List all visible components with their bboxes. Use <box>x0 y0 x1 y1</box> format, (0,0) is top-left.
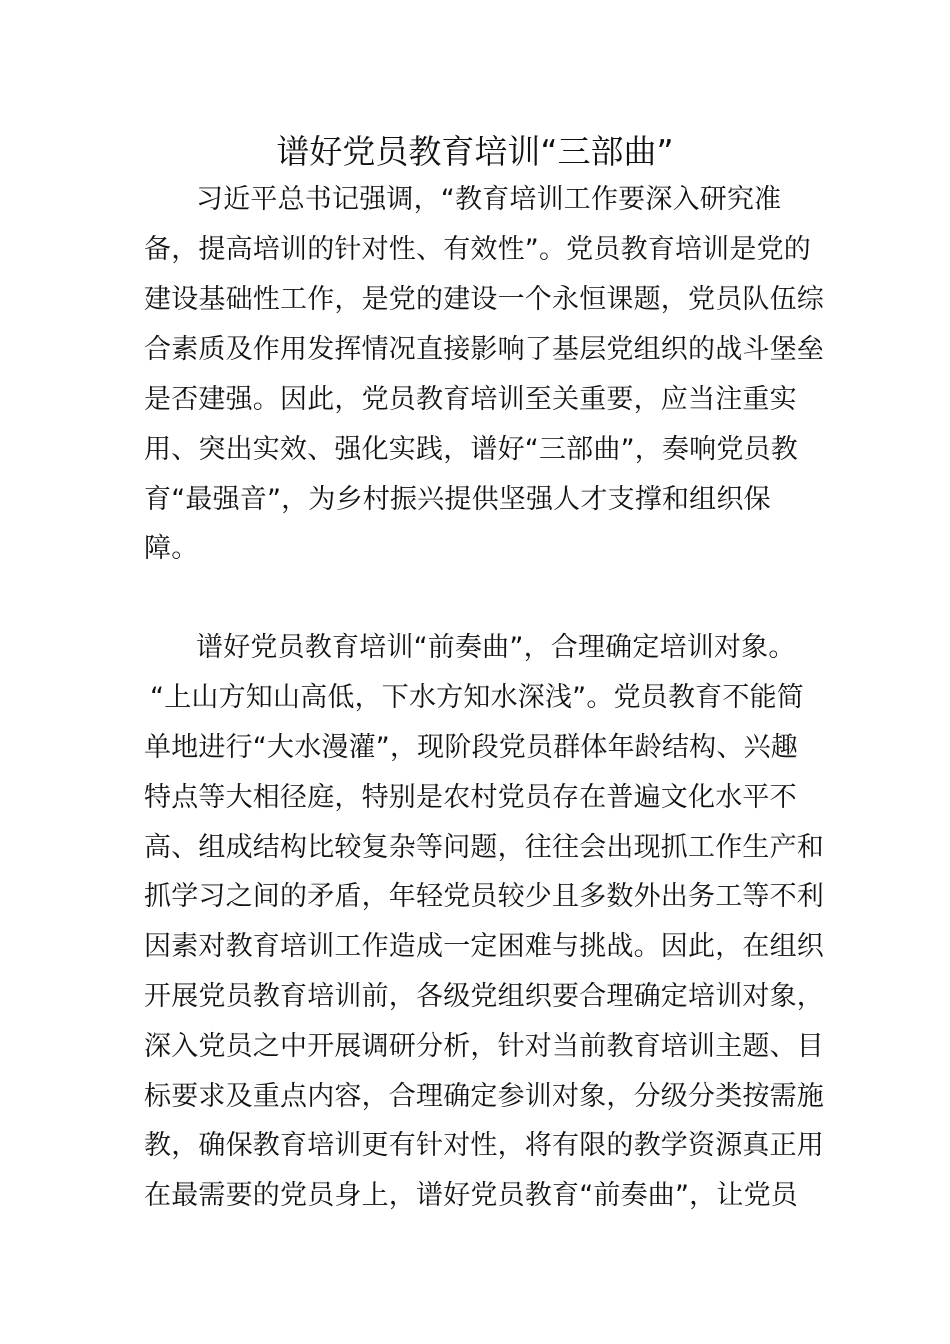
paragraph-line: 特点等大相径庭，特别是农村党员存在普遍文化水平不 <box>144 782 797 813</box>
paragraph-line: 高、组成结构比较复杂等问题，往往会出现抓工作生产和 <box>144 832 824 863</box>
paragraph-line: 是否建强。因此，党员教育培训至关重要，应当注重实 <box>144 384 797 415</box>
paragraph-line: 合素质及作用发挥情况直接影响了基层党组织的战斗堡垒 <box>144 334 824 365</box>
paragraph-line: 深入党员之中开展调研分析，针对当前教育培训主题、目 <box>144 1031 824 1062</box>
paragraph-line: 育“最强音”，为乡村振兴提供坚强人才支撑和组织保 <box>144 484 771 515</box>
paragraph-line: 因素对教育培训工作造成一定困难与挑战。因此，在组织 <box>144 931 824 962</box>
paragraph-line: 单地进行“大水漫灌”，现阶段党员群体年龄结构、兴趣 <box>144 732 798 763</box>
paragraph-line: 障。 <box>144 533 199 564</box>
paragraph-line: 建设基础性工作，是党的建设一个永恒课题，党员队伍综 <box>144 284 824 315</box>
paragraph-line: 用、突出实效、强化实践，谱好“三部曲”，奏响党员教 <box>144 434 798 465</box>
paragraph-line: 谱好党员教育培训“前奏曲”，合理确定培训对象。 <box>196 632 796 663</box>
paragraph-line: 开展党员教育培训前，各级党组织要合理确定培训对象， <box>144 981 824 1012</box>
paragraph-line: “上山方知山高低，下水方知水深浅”。党员教育不能简 <box>150 682 804 713</box>
paragraph-line: 抓学习之间的矛盾，年轻党员较少且多数外出务工等不利 <box>144 881 824 912</box>
paragraph-line: 习近平总书记强调，“教育培训工作要深入研究准 <box>196 184 782 215</box>
paragraph-line: 备，提高培训的针对性、有效性”。党员教育培训是党的 <box>144 234 811 265</box>
paragraph-line: 标要求及重点内容，合理确定参训对象，分级分类按需施 <box>144 1081 824 1112</box>
paragraph-line: 在最需要的党员身上，谱好党员教育“前奏曲”，让党员 <box>144 1180 798 1211</box>
paragraph-line: 教，确保教育培训更有针对性，将有限的教学资源真正用 <box>144 1130 824 1161</box>
document-title: 谱好党员教育培训“三部曲” <box>276 132 674 171</box>
